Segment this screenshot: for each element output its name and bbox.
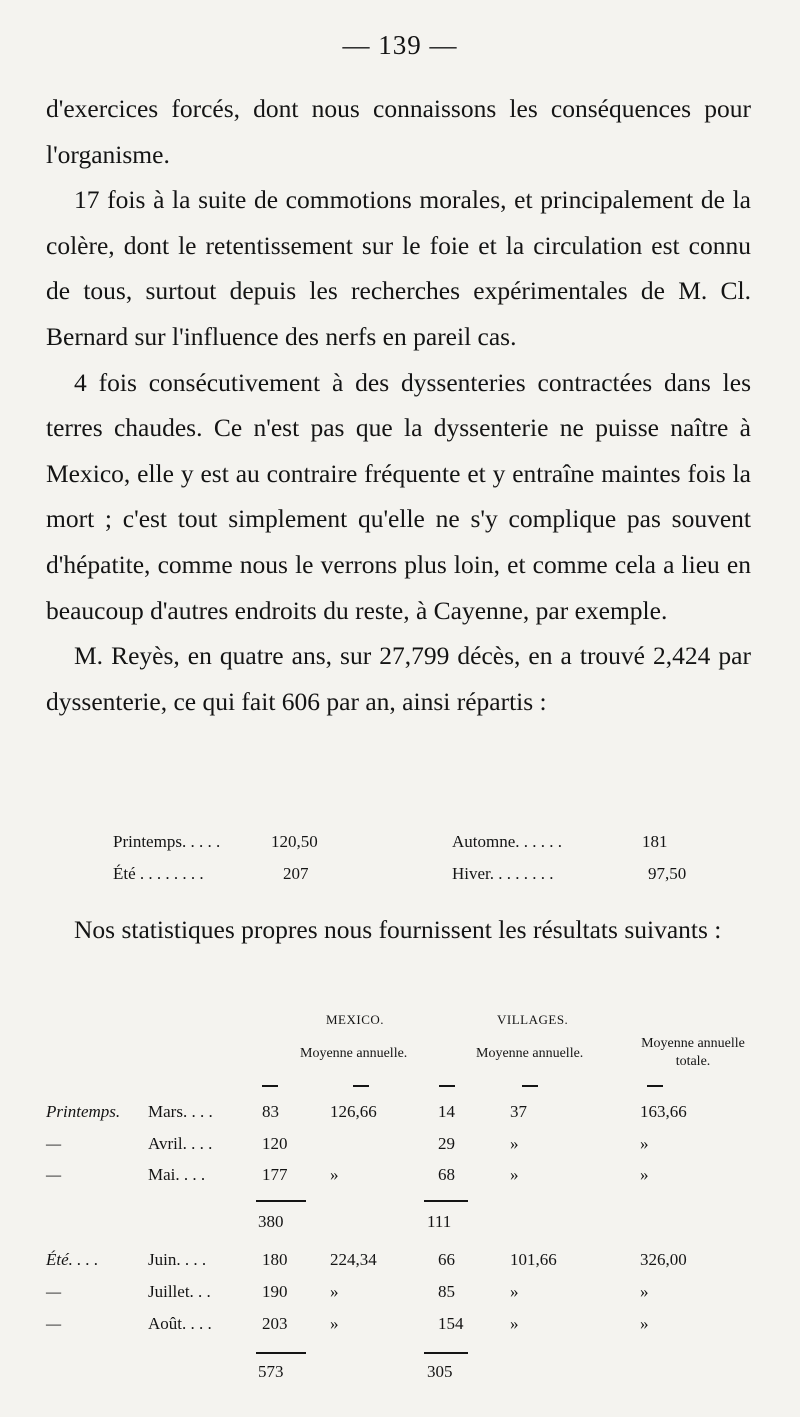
cell-total-avg: 163,66	[640, 1102, 687, 1121]
header-dash	[522, 1085, 538, 1087]
paragraph-2: 17 fois à la suite de commotions morales, et principalement de la colère, dont le retentissement sur le foie et la circulation est connu de tous, surtout depuis les recherches expérimentales de M. Cl. Bernard sur l'influence des nerfs en pareil cas.	[46, 185, 751, 351]
cell-villages-avg: »	[510, 1165, 519, 1184]
cell-villages: 29	[438, 1134, 455, 1153]
header-total-avg-1: Moyenne annuelle	[641, 1036, 745, 1051]
cell-total-avg: »	[640, 1282, 649, 1301]
cell-villages-avg: »	[510, 1282, 519, 1301]
cell-mexico-avg: »	[330, 1314, 339, 1333]
cell-season: —	[46, 1134, 62, 1153]
cell-mexico-avg: 224,34	[330, 1250, 377, 1269]
cell-total-avg: »	[640, 1314, 649, 1333]
season-value: 181	[642, 832, 668, 851]
cell-villages: 85	[438, 1282, 455, 1301]
header-dash	[439, 1085, 455, 1087]
cell-month: Août. . . .	[148, 1314, 212, 1333]
cell-month: Juin. . . .	[148, 1250, 207, 1269]
paragraph-4: M. Reyès, en quatre ans, sur 27,799 décès, en a trouvé 2,424 par dyssenterie, ce qui fait 606 par an, ainsi répartis :	[46, 641, 751, 716]
cell-season: —	[46, 1282, 62, 1301]
header-villages: VILLAGES.	[497, 1012, 569, 1027]
cell-season: —	[46, 1165, 62, 1184]
cell-villages: 68	[438, 1165, 455, 1184]
season-value: 207	[283, 864, 309, 883]
paragraph-5: Nos statistiques propres nous fournissent les résultats suivants :	[74, 915, 722, 944]
season-value: 97,50	[648, 864, 687, 883]
paragraph-3: 4 fois consécutivement à des dyssenteries contractées dans les terres chaudes. Ce n'est pas que la dyssenterie ne puisse naître à Mexico, elle y est au contraire fréquente et y entraîne maintes fois la mort ; c'est tout simplement qu'elle ne s'y complique pas souvent d'hépatite, comme nous le verrons plus loin, et comme cela a lieu en beaucoup d'autres endroits du reste, à Cayenne, par exemple.	[46, 367, 751, 625]
season-label: Printemps. . . . .	[113, 832, 221, 851]
cell-mexico: 180	[262, 1250, 288, 1269]
header-dash	[647, 1085, 663, 1087]
cell-total-avg: »	[640, 1165, 649, 1184]
season-label: Été . . . . . . . .	[113, 864, 204, 883]
cell-mexico-avg: 126,66	[330, 1102, 377, 1121]
cell-villages: 14	[438, 1102, 455, 1121]
cell-mexico: 120	[262, 1134, 288, 1153]
cell-villages-avg: 37	[510, 1102, 527, 1121]
sum-spring-mexico: 380	[258, 1212, 284, 1231]
paragraph-1: d'exercices forcés, dont nous connaissons les conséquences pour l'organisme.	[46, 94, 751, 169]
sum-rule	[424, 1200, 468, 1202]
sum-summer-mexico: 573	[258, 1362, 284, 1381]
sum-spring-villages: 111	[427, 1212, 452, 1231]
cell-mexico-avg: »	[330, 1165, 339, 1184]
sum-rule	[424, 1352, 468, 1354]
season-label: Automne. . . . . .	[452, 832, 563, 851]
cell-total-avg: »	[640, 1134, 649, 1153]
cell-villages: 154	[438, 1314, 464, 1333]
cell-season: —	[46, 1314, 62, 1333]
header-mexico: MEXICO.	[326, 1012, 385, 1027]
header-villages-avg: Moyenne annuelle.	[476, 1046, 584, 1061]
header-mexico-avg: Moyenne annuelle.	[300, 1046, 408, 1061]
cell-month: Juillet. . .	[148, 1282, 211, 1301]
season-value: 120,50	[271, 832, 318, 851]
cell-season: Été. . . .	[46, 1250, 99, 1269]
cell-mexico: 203	[262, 1314, 288, 1333]
cell-mexico: 177	[262, 1165, 288, 1184]
header-total-avg-2: totale.	[675, 1054, 711, 1069]
cell-mexico: 190	[262, 1282, 288, 1301]
cell-month: Mars. . . .	[148, 1102, 213, 1121]
sum-rule	[256, 1200, 306, 1202]
cell-mexico: 83	[262, 1102, 279, 1121]
cell-villages: 66	[438, 1250, 455, 1269]
cell-villages-avg: 101,66	[510, 1250, 557, 1269]
cell-villages-avg: »	[510, 1134, 519, 1153]
cell-month: Avril. . . .	[148, 1134, 213, 1153]
sum-summer-villages: 305	[427, 1362, 453, 1381]
page-number: — 139 —	[342, 30, 458, 60]
sum-rule	[256, 1352, 306, 1354]
header-dash	[262, 1085, 278, 1087]
cell-mexico-avg: »	[330, 1282, 339, 1301]
header-dash	[353, 1085, 369, 1087]
cell-total-avg: 326,00	[640, 1250, 687, 1269]
cell-season: Printemps.	[46, 1102, 121, 1121]
cell-month: Mai. . . .	[148, 1165, 206, 1184]
season-label: Hiver. . . . . . . .	[452, 864, 554, 883]
cell-villages-avg: »	[510, 1314, 519, 1333]
